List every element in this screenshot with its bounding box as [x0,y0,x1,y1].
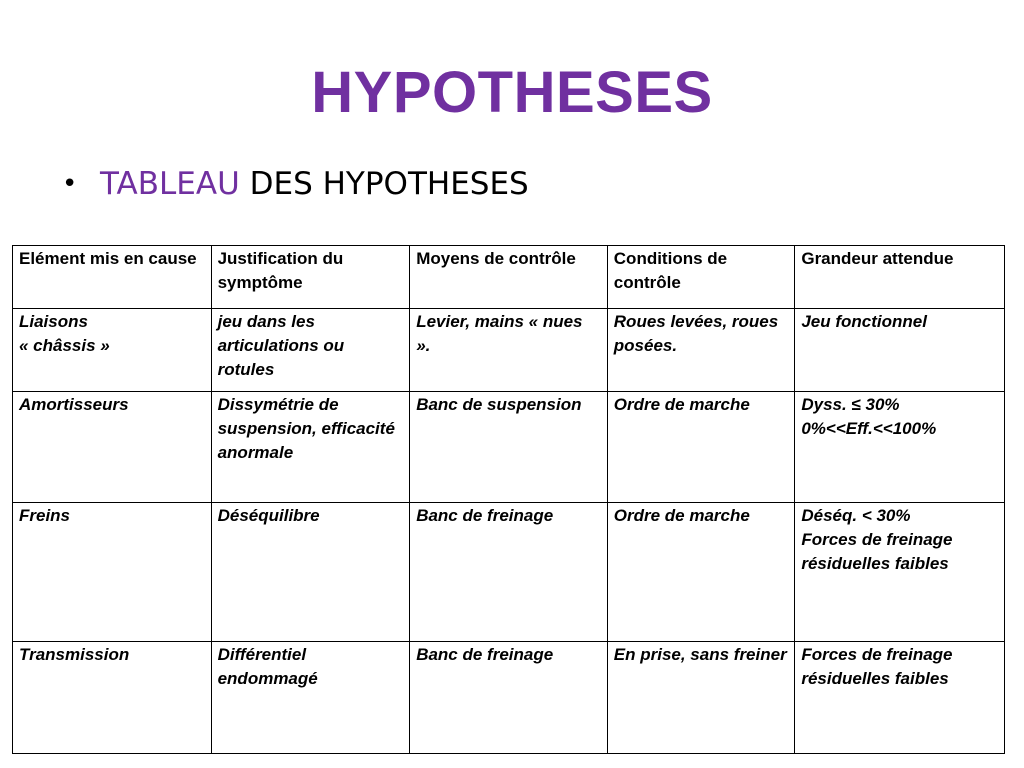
table-row [13,309,1005,392]
table-cell: Déséq. < 30% Forces de freinage résiduelles faibles [795,503,1005,642]
header-element: Elément mis en cause [13,246,212,309]
table-cell: Différentiel endommagé [211,642,410,754]
table-row [13,392,1005,503]
table-cell: jeu dans les articulations ou rotules [211,309,410,392]
table-row [13,503,1005,642]
header-justification: Justification du symptôme [211,246,410,309]
table-cell: Banc de freinage [410,642,608,754]
table-cell: Jeu fonctionnel [795,309,1005,392]
header-conditions: Conditions de contrôle [607,246,795,309]
bullet-icon: • [62,169,78,199]
header-grandeur: Grandeur attendue [795,246,1005,309]
table-cell: Banc de freinage [410,503,608,642]
table-cell: Ordre de marche [607,503,795,642]
table-cell: Levier, mains « nues ». [410,309,608,392]
table-cell: Amortisseurs [13,392,212,503]
table-cell: Dissymétrie de suspension, efficacité anormale [211,392,410,503]
table-header-row [13,246,1005,309]
hypotheses-table [12,245,1005,754]
table-cell: Banc de suspension [410,392,608,503]
table-cell: Transmission [13,642,212,754]
slide-title: HYPOTHESES [311,60,713,125]
bullet-accent-text: TABLEAU [100,166,240,202]
header-moyens: Moyens de contrôle [410,246,608,309]
table-cell: Dyss. ≤ 30% 0%<<Eff.<<100% [795,392,1005,503]
table-cell: En prise, sans freiner [607,642,795,754]
table-row [13,642,1005,754]
table-cell: Liaisons « châssis » [13,309,212,392]
bullet-rest-text: DES HYPOTHESES [239,166,529,202]
table-cell: Forces de freinage résiduelles faibles [795,642,1005,754]
table-cell: Freins [13,503,212,642]
table-cell: Roues levées, roues posées. [607,309,795,392]
table-cell: Déséquilibre [211,503,410,642]
table-cell: Ordre de marche [607,392,795,503]
bullet-item [62,160,529,208]
